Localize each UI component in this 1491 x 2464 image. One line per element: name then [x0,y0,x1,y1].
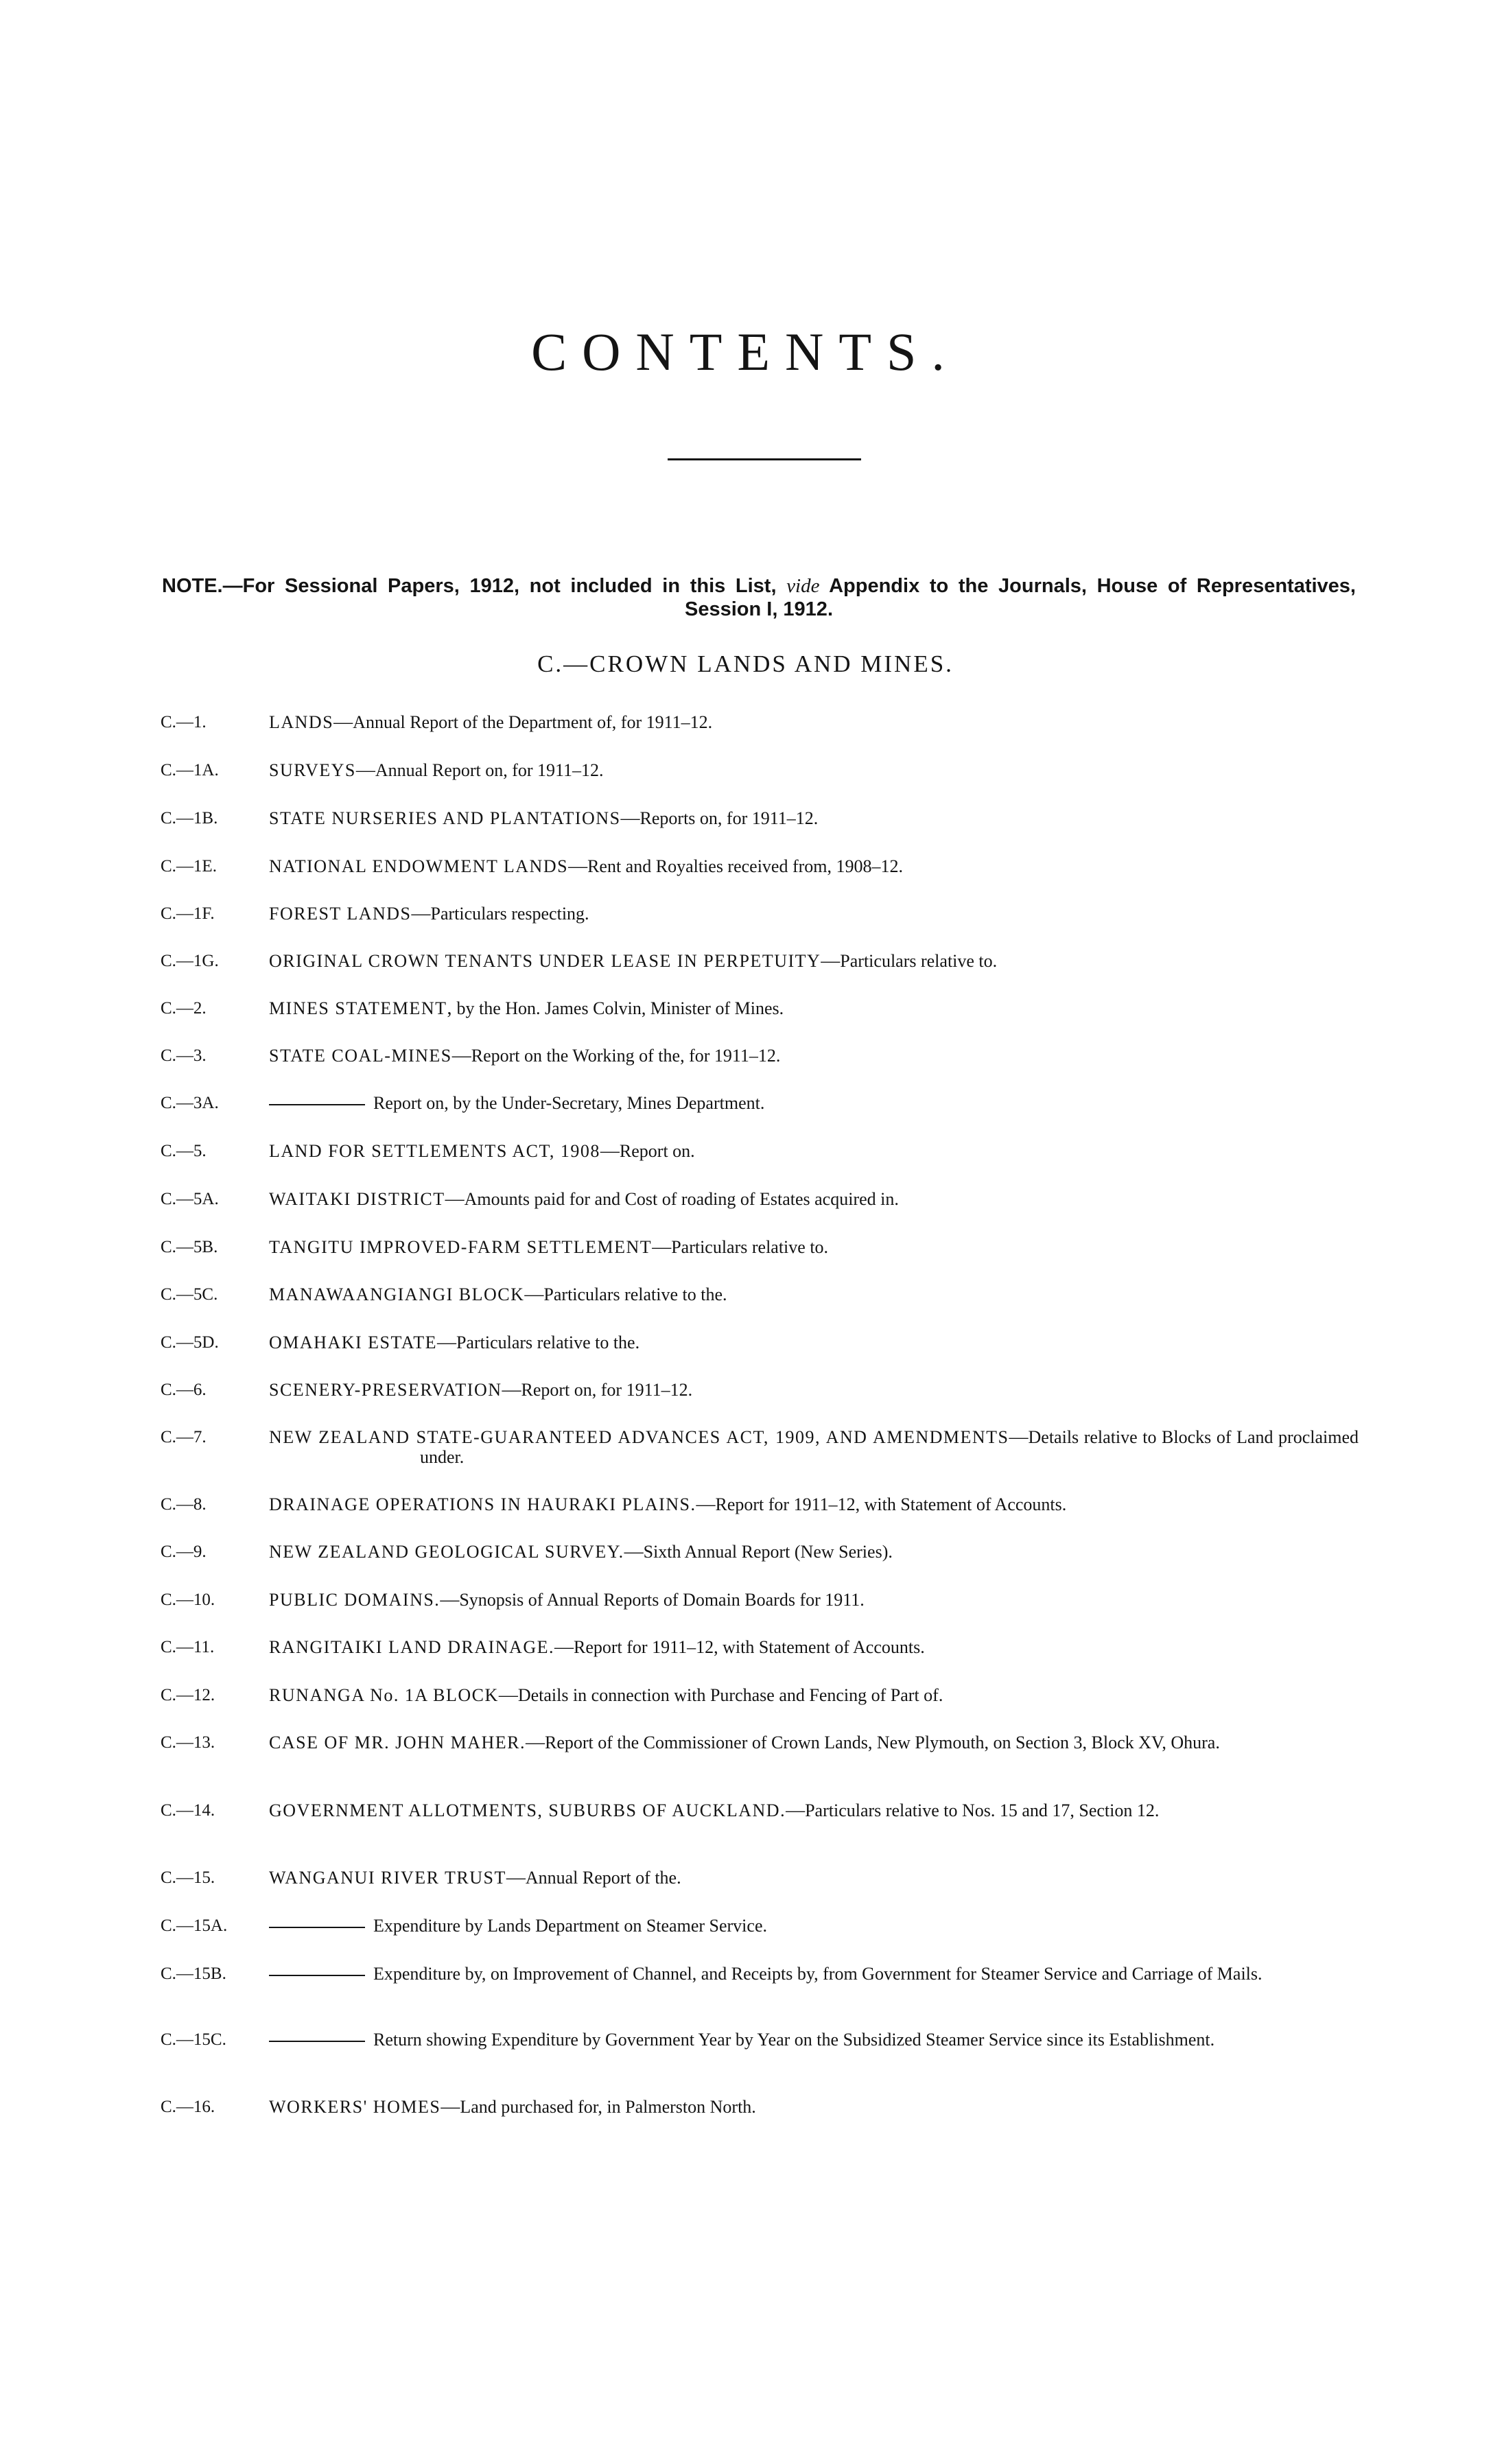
entry-text [269,1284,1359,1304]
contents-entry [161,1189,1359,1209]
entry-text [269,760,1359,780]
entry-code: C.—11. [161,1638,215,1656]
contents-entry [161,1494,1359,1514]
entry-heading: RANGITAIKI LAND DRAINAGE. [269,1637,554,1657]
entry-code: C.—8. [161,1495,207,1514]
entry-text [269,712,1359,732]
contents-entry [161,1380,1359,1400]
sessional-papers-note [162,574,1356,621]
contents-entry [161,2097,1359,2117]
entry-code: C.—1G. [161,952,219,970]
entry-text [269,1590,1359,1610]
ditto-dash [269,1104,365,1105]
entry-heading: MANAWAANGIANGI BLOCK [269,1284,525,1304]
entry-text [269,1141,1359,1161]
title-divider [668,458,861,460]
entry-separator: — [568,856,588,877]
contents-entry [161,1800,1359,1820]
entry-description: Particulars relative to the. [456,1333,640,1352]
contents-entry [161,1046,1359,1066]
entry-code: C.—2. [161,999,207,1018]
entry-description: Synopsis of Annual Reports of Domain Boards for 1911. [459,1590,865,1610]
entry-code: C.—1. [161,713,207,731]
entry-separator: — [620,808,640,829]
entry-text [269,1333,1359,1352]
contents-entry [161,1542,1359,1562]
entry-text [269,1046,1359,1066]
entry-text [269,856,1359,876]
entry-description: Particulars relative to. [671,1237,829,1257]
entry-heading: WANGANUI RIVER TRUST [269,1868,506,1888]
entry-heading: NEW ZEALAND STATE-GUARANTEED ADVANCES ACT, 1909, AND AMENDMENTS [269,1427,1009,1447]
contents-entry [161,1427,1359,1467]
entry-description: Expenditure by Lands Department on Steamer Service. [373,1916,767,1936]
entry-separator: — [600,1140,620,1162]
entry-description: Sixth Annual Report (New Series). [643,1542,893,1562]
entry-text [269,904,1359,924]
entry-description: Annual Report of the Department of, for 1911–12. [353,712,713,732]
entry-description: Details relative to Blocks of Land proclaimed under. [420,1427,1359,1467]
contents-entry [161,856,1359,876]
entry-text [269,1542,1359,1562]
entry-description: Particulars relative to the. [543,1284,727,1304]
entry-description: Particulars relative to Nos. 15 and 17, Section 12. [805,1800,1160,1820]
entry-code: C.—15A. [161,1916,228,1935]
entry-text [269,1427,1359,1467]
entry-code: C.—15B. [161,1964,226,1983]
entry-description: Particulars relative to. [840,951,998,971]
entry-heading: ORIGINAL CROWN TENANTS UNDER LEASE IN PERPETUITY [269,951,821,971]
entry-text [269,1800,1359,1820]
entry-separator: — [786,1800,806,1821]
contents-entry [161,808,1359,828]
entry-code: C.—1F. [161,904,215,923]
note-prefix: NOTE.—For Sessional Papers, 1912, not included in this List, [162,575,777,597]
contents-entry [161,1590,1359,1610]
entry-separator: — [652,1236,672,1258]
entry-heading: OMAHAKI ESTATE [269,1333,437,1352]
entry-description: Particulars respecting. [430,904,589,924]
entry-description: Report for 1911–12, with Statement of Accounts. [715,1494,1067,1514]
entry-description: Report on the Working of the, for 1911–12. [471,1046,781,1066]
entry-description: Report for 1911–12, with Statement of Accounts. [573,1637,925,1657]
entry-heading: WAITAKI DISTRICT [269,1189,445,1209]
entry-separator: — [441,2096,460,2117]
entry-code: C.—6. [161,1381,207,1399]
entry-heading: TANGITU IMPROVED-FARM SETTLEMENT [269,1237,653,1257]
entry-separator: — [696,1494,716,1515]
entry-text [269,1380,1359,1400]
entry-heading: CASE OF MR. JOHN MAHER. [269,1733,526,1752]
entry-text [269,1189,1359,1209]
entry-heading: GOVERNMENT ALLOTMENTS, SUBURBS OF AUCKLAND. [269,1800,786,1820]
entry-description: Report on. [619,1141,695,1161]
entry-heading: FOREST LANDS [269,904,412,924]
contents-entry [161,1733,1359,1752]
entry-heading: LANDS [269,712,334,732]
entry-code: C.—5D. [161,1333,219,1352]
entry-description: Rent and Royalties received from, 1908–12. [587,856,904,876]
entry-separator: — [502,1379,521,1400]
entry-description: Expenditure by, on Improvement of Channel, and Receipts by, from Government for Steamer Service and Carriage of Mails. [373,1964,1263,1984]
entry-text [269,1868,1359,1888]
entry-description: Report of the Commissioner of Crown Lands, New Plymouth, on Section 3, Block XV, Ohura. [545,1733,1220,1752]
entry-text [269,1685,1359,1705]
entry-heading: MINES STATEMENT [269,998,447,1018]
contents-entry [161,1141,1359,1161]
contents-entry [161,1916,1359,1936]
entry-description: Reports on, for 1911–12. [639,808,819,828]
contents-entry [161,1333,1359,1352]
entry-description: Land purchased for, in Palmerston North. [460,2097,756,2117]
entry-separator: , [447,998,457,1019]
entry-heading: PUBLIC DOMAINS. [269,1590,441,1610]
entry-separator: — [526,1732,545,1753]
contents-entry [161,712,1359,732]
entry-text [269,1964,1359,1984]
contents-entry [161,1093,1359,1113]
entry-separator: — [821,950,841,972]
entry-separator: — [1009,1427,1029,1448]
entry-separator: — [624,1541,644,1562]
entry-text [269,1733,1359,1752]
contents-entry [161,1237,1359,1257]
entry-text [269,1237,1359,1257]
entry-text [269,1916,1359,1936]
entry-separator: — [411,903,431,924]
entry-code: C.—9. [161,1542,207,1561]
ditto-dash [269,2041,365,2042]
entry-separator: — [554,1636,574,1658]
entry-code: C.—5. [161,1142,207,1160]
contents-entry [161,1868,1359,1888]
entry-code: C.—5B. [161,1238,218,1256]
entry-text [269,2030,1359,2050]
entry-text [269,1494,1359,1514]
entry-text [269,808,1359,828]
entry-code: C.—15. [161,1868,215,1887]
entry-separator: — [333,712,353,733]
entry-code: C.—15C. [161,2030,226,2049]
entry-heading: SURVEYS [269,760,356,780]
entry-separator: — [451,1045,471,1066]
entry-description: Annual Report of the. [525,1868,681,1888]
entry-separator: — [445,1188,465,1210]
entry-description: Report on, for 1911–12. [521,1380,693,1400]
entry-separator: — [440,1589,460,1610]
entry-separator: — [436,1332,456,1353]
entry-separator: — [498,1685,518,1706]
entry-description: by the Hon. James Colvin, Minister of Mines. [456,998,784,1018]
entry-separator: — [355,760,375,781]
entry-code: C.—1A. [161,761,219,779]
entry-heading: NEW ZEALAND GEOLOGICAL SURVEY. [269,1542,624,1562]
ditto-dash [269,1927,365,1928]
entry-code: C.—3. [161,1046,207,1065]
entry-code: C.—13. [161,1733,215,1752]
entry-text [269,998,1359,1018]
ditto-dash [269,1975,365,1976]
entry-heading: RUNANGA No. 1A BLOCK [269,1685,499,1705]
entry-code: C.—1E. [161,857,217,876]
entry-heading: LAND FOR SETTLEMENTS ACT, 1908 [269,1141,600,1161]
entry-code: C.—1B. [161,809,218,828]
contents-entry [161,1637,1359,1657]
contents-entry [161,2030,1359,2050]
entry-code: C.—16. [161,2098,215,2116]
entry-code: C.—5A. [161,1190,219,1208]
entry-text [269,1637,1359,1657]
note-vide: vide [786,575,820,597]
entry-heading: NATIONAL ENDOWMENT LANDS [269,856,569,876]
contents-entry [161,904,1359,924]
entry-text [269,951,1359,971]
section-title: C.—CROWN LANDS AND MINES. [537,650,954,677]
entry-description: Details in connection with Purchase and Fencing of Part of. [517,1685,943,1705]
contents-entry [161,998,1359,1018]
contents-entry [161,1685,1359,1705]
entry-heading: STATE NURSERIES AND PLANTATIONS [269,808,621,828]
entry-code: C.—14. [161,1801,215,1820]
entry-heading: SCENERY-PRESERVATION [269,1380,502,1400]
entry-description: Report on, by the Under-Secretary, Mines Department. [373,1093,765,1113]
entry-description: Annual Report on, for 1911–12. [375,760,604,780]
entry-heading: WORKERS' HOMES [269,2097,441,2117]
entry-separator: — [506,1867,526,1888]
entry-code: C.—7. [161,1428,207,1446]
entry-heading: STATE COAL-MINES [269,1046,452,1066]
entry-separator: — [524,1284,544,1305]
entry-code: C.—10. [161,1591,215,1609]
contents-entry [161,1964,1359,1984]
page-title: CONTENTS. [531,322,960,382]
entry-code: C.—12. [161,1686,215,1704]
entry-text [269,1093,1359,1113]
entry-code: C.—3A. [161,1094,219,1112]
entry-heading: DRAINAGE OPERATIONS IN HAURAKI PLAINS. [269,1494,696,1514]
entry-code: C.—5C. [161,1285,218,1304]
note-suffix: Appendix to the Journals, House of Representatives, Session I, 1912. [684,575,1356,620]
contents-entry [161,1284,1359,1304]
contents-entry [161,760,1359,780]
entry-description: Return showing Expenditure by Government Year by Year on the Subsidized Steamer Service since its Establishment. [373,2030,1215,2050]
contents-entry [161,951,1359,971]
entry-text [269,2097,1359,2117]
entry-description: Amounts paid for and Cost of roading of Estates acquired in. [464,1189,899,1209]
